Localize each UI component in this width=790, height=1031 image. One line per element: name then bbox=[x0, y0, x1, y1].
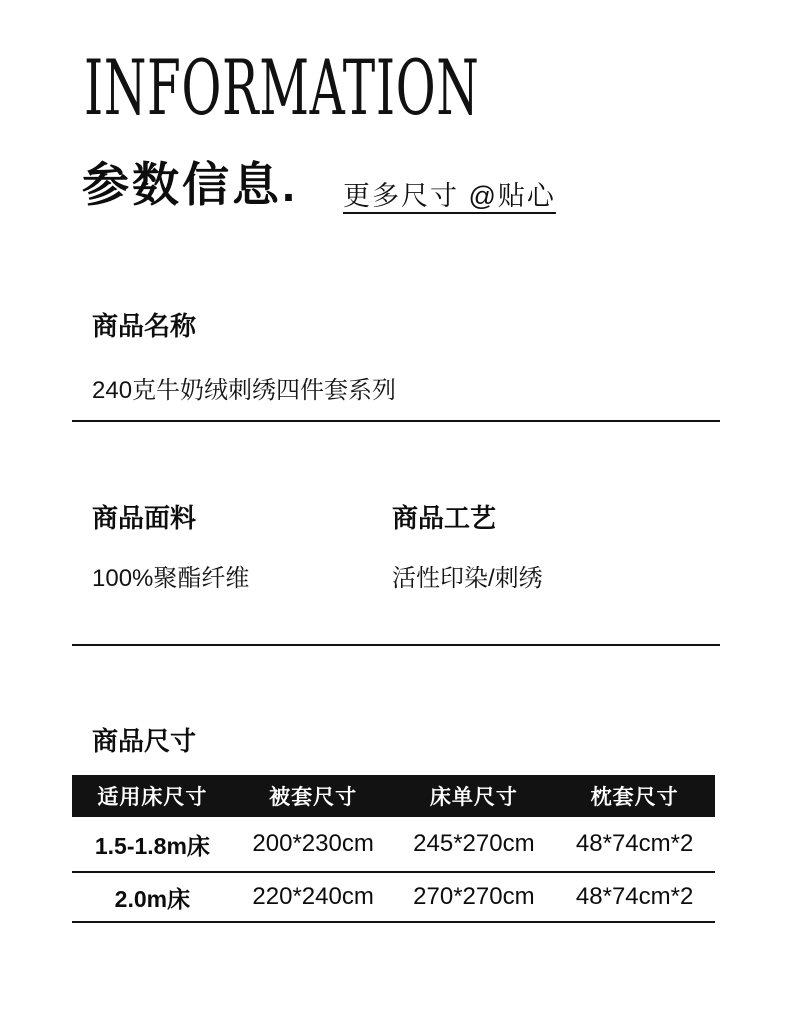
table-cell-bed-size: 2.0m床 bbox=[114, 885, 191, 912]
fabric-label: 商品面料 bbox=[92, 503, 197, 533]
table-cell-duvet-size: 200*230cm bbox=[252, 830, 374, 857]
divider bbox=[72, 644, 720, 646]
table-cell-pillow-size: 48*74cm*2 bbox=[575, 883, 694, 910]
size-table-header-duvet: 被套尺寸 bbox=[269, 786, 358, 809]
table-cell-pillow-size: 48*74cm*2 bbox=[575, 830, 694, 857]
craft-value: 活性印染/刺绣 bbox=[392, 565, 543, 592]
product-name-value: 240克牛奶绒刺绣四件套系列 bbox=[92, 377, 397, 404]
size-table bbox=[72, 775, 715, 923]
size-table-header-row bbox=[72, 775, 715, 817]
table-cell-duvet-size: 220*240cm bbox=[252, 883, 374, 910]
craft-label: 商品工艺 bbox=[392, 503, 497, 533]
divider bbox=[72, 420, 720, 422]
table-cell-sheet-size: 270*270cm bbox=[413, 883, 535, 910]
table-row bbox=[72, 873, 715, 923]
more-sizes-link[interactable]: 更多尺寸 @贴心 bbox=[343, 181, 556, 211]
page-title-chinese: 参数信息. bbox=[82, 158, 299, 211]
fabric-value: 100%聚酯纤维 bbox=[92, 565, 250, 592]
size-section-label: 商品尺寸 bbox=[92, 726, 197, 756]
table-row bbox=[72, 817, 715, 873]
size-table-header-pillow: 枕套尺寸 bbox=[590, 786, 679, 809]
table-cell-bed-size: 1.5-1.8m床 bbox=[94, 832, 210, 859]
size-table-header-bed: 适用床尺寸 bbox=[97, 786, 208, 809]
page-title-english: INFORMATION bbox=[84, 43, 480, 132]
table-cell-sheet-size: 245*270cm bbox=[413, 830, 535, 857]
product-name-label: 商品名称 bbox=[92, 311, 197, 341]
size-table-header-sheet: 床单尺寸 bbox=[429, 786, 518, 809]
